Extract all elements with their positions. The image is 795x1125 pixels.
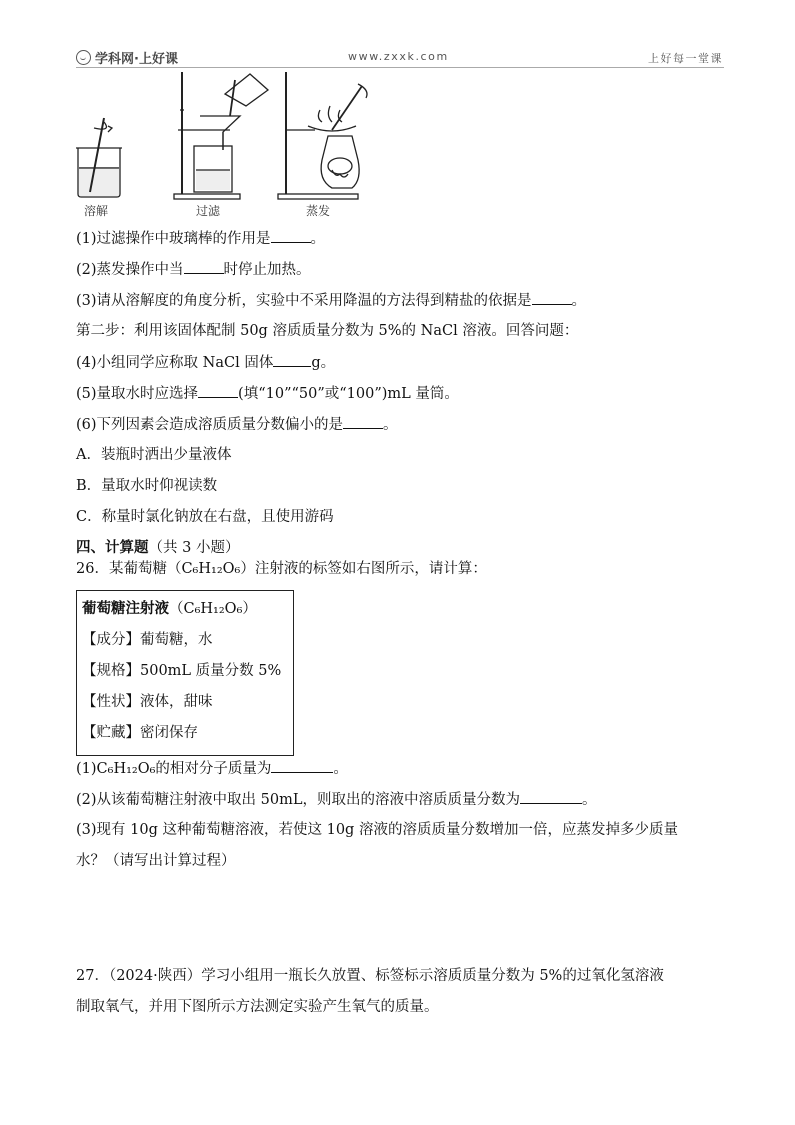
answer-blank[interactable] bbox=[343, 414, 383, 429]
caption-dissolve: 溶解 bbox=[84, 204, 109, 218]
question-4-end: g。 bbox=[311, 355, 336, 371]
question-5-end: (填“10”“50”或“100”)mL 量筒。 bbox=[238, 386, 459, 402]
answer-blank[interactable] bbox=[271, 758, 333, 773]
label-properties: 【性状】液体，甜味 bbox=[82, 694, 213, 710]
dissolve-beaker-icon bbox=[76, 118, 122, 197]
label-formula: （C₆H₁₂O₆） bbox=[169, 601, 257, 617]
question-4 bbox=[76, 352, 335, 373]
header-divider bbox=[76, 67, 724, 68]
apparatus-drawing bbox=[70, 70, 370, 220]
site-slogan: 上好每一堂课 bbox=[648, 52, 723, 65]
label-storage: 【贮藏】密闭保存 bbox=[82, 725, 198, 741]
question-6-text: (6)下列因素会造成溶质质量分数偏小的是 bbox=[76, 417, 344, 433]
answer-blank[interactable] bbox=[532, 290, 572, 305]
question-2 bbox=[76, 259, 311, 280]
question-26-3-line2: 水？（请写出计算过程） bbox=[76, 853, 236, 869]
option-b[interactable]: B．量取水时仰视读数 bbox=[76, 478, 218, 494]
section-title: 四、计算题 bbox=[76, 539, 149, 556]
question-4-text: (4)小组同学应称取 NaCl 固体 bbox=[76, 355, 274, 371]
question-27-line2: 制取氧气，并用下图所示方法测定实验产生氧气的质量。 bbox=[76, 999, 439, 1015]
question-26-intro: 26．某葡萄糖（C₆H₁₂O₆）注射液的标签如右图所示，请计算： bbox=[76, 561, 487, 577]
question-26-2-end: 。 bbox=[581, 792, 597, 808]
step-2-text: 第二步：利用该固体配制 50g 溶质质量分数为 5%的 NaCl 溶液。回答问题： bbox=[76, 323, 579, 339]
question-5-text: (5)量取水时应选择 bbox=[76, 386, 199, 402]
label-ingredients: 【成分】葡萄糖，水 bbox=[82, 632, 213, 648]
option-c[interactable]: C．称量时氯化钠放在右盘，且使用游码 bbox=[76, 509, 334, 525]
drug-label-box bbox=[76, 590, 294, 756]
answer-blank[interactable] bbox=[273, 352, 311, 367]
question-1-text: (1)过滤操作中玻璃棒的作用是 bbox=[76, 231, 271, 247]
answer-blank[interactable] bbox=[520, 789, 582, 804]
question-1-end: 。 bbox=[310, 231, 326, 247]
section-heading bbox=[76, 538, 239, 558]
question-26-1 bbox=[76, 758, 348, 779]
option-a[interactable]: A．装瓶时洒出少量液体 bbox=[76, 447, 232, 463]
question-3-end: 。 bbox=[571, 293, 587, 309]
answer-blank[interactable] bbox=[198, 383, 238, 398]
question-3-text: (3)请从溶解度的角度分析，实验中不采用降温的方法得到精盐的依据是 bbox=[76, 293, 532, 309]
caption-evaporate: 蒸发 bbox=[306, 204, 331, 218]
section-count: （共 3 小题） bbox=[148, 540, 240, 556]
question-26-1-text: (1)C₆H₁₂O₆的相对分子质量为 bbox=[76, 761, 272, 777]
question-26-1-end: 。 bbox=[333, 761, 348, 777]
evaporation-setup-icon bbox=[278, 72, 367, 199]
label-title: 葡萄糖注射液 bbox=[82, 600, 169, 617]
question-3 bbox=[76, 290, 586, 311]
site-logo[interactable] bbox=[76, 48, 178, 67]
question-26-2 bbox=[76, 789, 596, 810]
question-2-end: 时停止加热。 bbox=[223, 262, 311, 278]
question-26-3-line1: (3)现有 10g 这种葡萄糖溶液，若使这 10g 溶液的溶质质量分数增加一倍，应蒸发掉多少质量 bbox=[76, 822, 678, 838]
question-2-text: (2)蒸发操作中当 bbox=[76, 262, 184, 278]
question-6-end: 。 bbox=[383, 417, 398, 433]
site-url[interactable]: www.zxxk.com bbox=[348, 50, 449, 63]
apparatus-figures bbox=[70, 70, 370, 220]
question-1 bbox=[76, 228, 325, 249]
question-6 bbox=[76, 414, 398, 435]
question-27-line1: 27．（2024·陕西）学习小组用一瓶长久放置、标签标示溶质质量分数为 5%的过氧化氢溶液 bbox=[76, 968, 664, 984]
label-title-line bbox=[82, 597, 257, 618]
logo-icon bbox=[76, 50, 91, 65]
question-26-2-text: (2)从该葡萄糖注射液中取出 50mL，则取出的溶液中溶质质量分数为 bbox=[76, 792, 520, 808]
caption-filter: 过滤 bbox=[196, 204, 221, 218]
filtration-setup-icon bbox=[174, 72, 268, 199]
answer-blank[interactable] bbox=[184, 259, 224, 274]
label-spec: 【规格】500mL 质量分数 5% bbox=[82, 663, 282, 679]
answer-blank[interactable] bbox=[271, 228, 311, 243]
logo-text: 学科网·上好课 bbox=[95, 52, 178, 67]
page-header bbox=[0, 0, 795, 68]
question-5 bbox=[76, 383, 459, 404]
